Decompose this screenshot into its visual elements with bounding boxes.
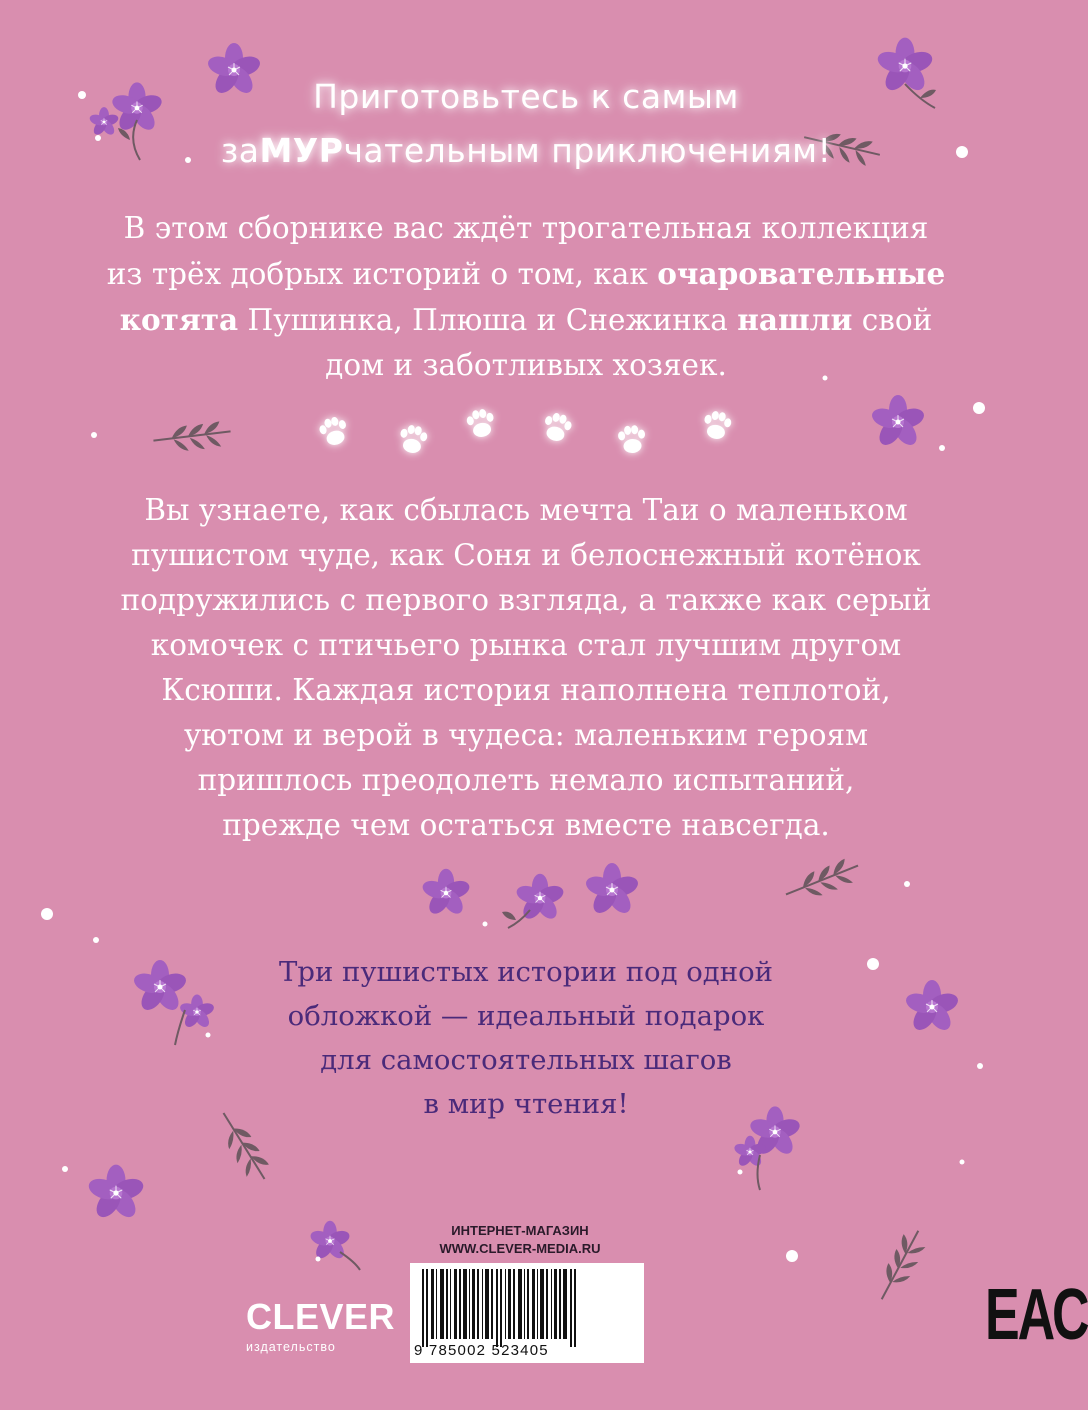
closing-line: для самостоятельных шагов [320, 1044, 732, 1076]
body-paragraph [0, 488, 1052, 848]
paw-icon [617, 424, 646, 454]
headline-line-1: Приготовьтесь к самым [313, 77, 739, 116]
body-line: прежде чем остаться вместе навсегда. [222, 808, 830, 842]
closing-line: обложкой — идеальный подарок [287, 1000, 765, 1032]
body-line: пушистом чуде, как Соня и белоснежный котёнок [131, 538, 921, 572]
shop-url[interactable]: WWW.CLEVER-MEDIA.RU [439, 1241, 601, 1256]
intro-text: из трёх добрых историй о том, как [106, 257, 658, 291]
body-line: Вы узнаете, как сбылась мечта Таи о маленьком [144, 493, 908, 527]
body-line: уютом и верой в чудеса: маленьким героям [183, 718, 869, 752]
publisher-subtitle: издательство [246, 1340, 336, 1354]
intro-bold: котята [119, 302, 239, 337]
eac-mark-icon: ЕАС [985, 1274, 1088, 1356]
flower-icon [86, 1165, 146, 1222]
leaf-sprig-icon [782, 857, 862, 902]
body-line: комочек с птичьего рынка стал лучшим другом [150, 628, 902, 662]
body-line: пришлось преодолеть немало испытаний, [197, 763, 855, 797]
flower-icon [870, 395, 927, 449]
closing-line: в мир чтения! [423, 1088, 629, 1120]
paw-icon [701, 409, 732, 441]
intro-text: Пушинка, Плюша и Снежинка [238, 303, 738, 337]
intro-text: свой [852, 303, 933, 337]
body-line: Ксюши. Каждая история наполнена теплотой, [161, 673, 891, 707]
paw-icon [397, 423, 428, 455]
intro-bold: нашли [737, 302, 853, 337]
flower-icon [584, 863, 641, 917]
leaf-sprig-icon [153, 416, 231, 455]
paw-icon [541, 411, 574, 445]
online-shop-info [430, 1222, 610, 1258]
headline [0, 70, 1052, 178]
barcode-panel [410, 1263, 1088, 1363]
intro-bold: очаровательные [657, 256, 946, 291]
intro-line-3 [0, 297, 1052, 343]
leaf-sprig-icon [863, 1225, 936, 1304]
shop-label: ИНТЕРНЕТ-МАГАЗИН [451, 1223, 589, 1238]
intro-line-1: В этом сборнике вас ждёт трогательная коллекция [123, 211, 929, 245]
intro-line-4: дом и заботливых хозяек. [325, 348, 727, 382]
publisher-logo: CLEVER [246, 1296, 396, 1337]
paw-icon [465, 407, 496, 439]
headline-prefix: за [220, 131, 260, 170]
flower-icon [420, 869, 471, 918]
headline-suffix: чательным приключениям! [343, 131, 832, 170]
barcode-icon [422, 1269, 582, 1347]
intro-paragraph [0, 206, 1052, 388]
closing-line: Три пушистых истории под одной [279, 956, 773, 988]
flower-icon [514, 874, 565, 923]
barcode-number: 9 785002 523405 [414, 1342, 549, 1359]
closing-paragraph [0, 950, 1052, 1126]
headline-line-2 [0, 124, 1052, 178]
body-line: подружились с первого взгляда, а также как серый [120, 583, 932, 617]
intro-line-2 [0, 251, 1052, 297]
paw-icon [317, 415, 350, 449]
headline-highlight: МУР [259, 131, 344, 170]
